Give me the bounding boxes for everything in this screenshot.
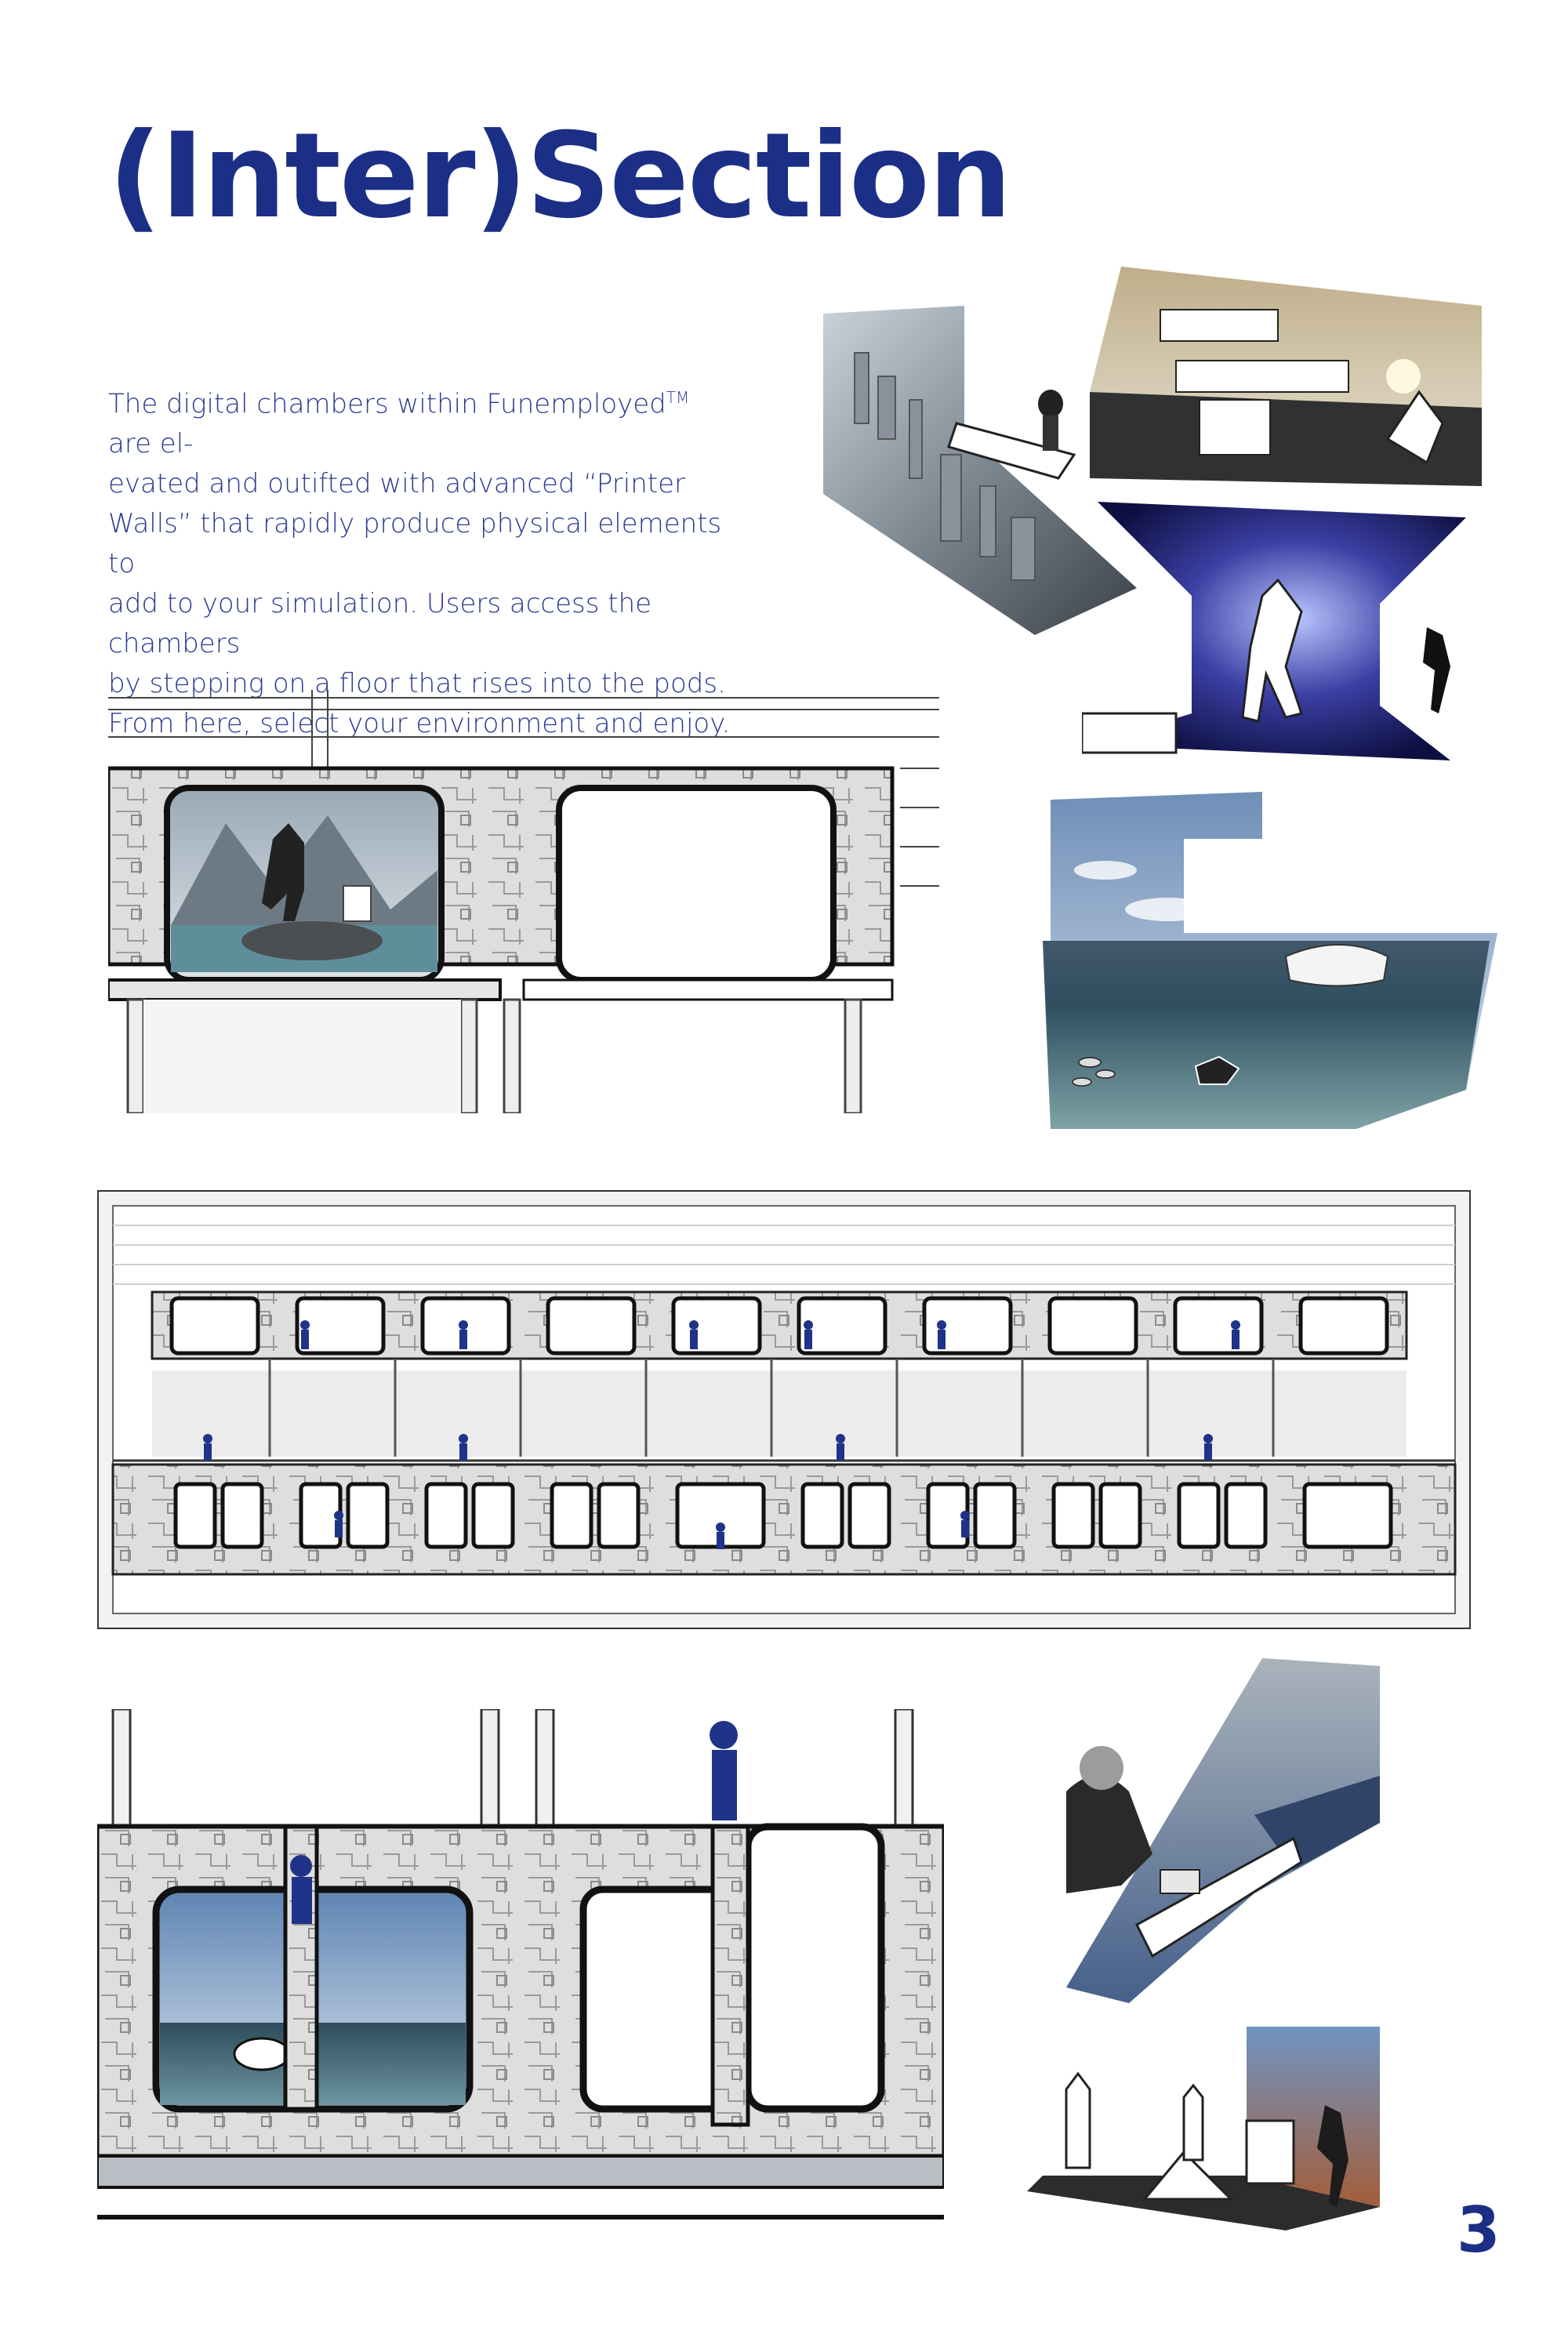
intro-line: Walls” that rapidly produce physical elements to [108, 508, 722, 580]
chamber-section-detail-lower [97, 1709, 944, 2227]
trademark: TM [666, 388, 690, 407]
concert-simulation-collage [1082, 502, 1474, 760]
intro-line: add to your simulation. Users access the chambers [108, 588, 652, 660]
ocean-simulation-collage [1027, 792, 1497, 1137]
page-number: 3 [1457, 2194, 1501, 2267]
page-title: (Inter)Section [108, 108, 1011, 245]
desert-camp-collage [1027, 2011, 1396, 2230]
intro-line: The digital chambers within Funemployed [108, 388, 666, 420]
intro-line: are el- [108, 428, 194, 460]
intro-line: by stepping on a floor that rises into the pods. [108, 668, 726, 700]
chamber-section-detail-upper [108, 690, 955, 1113]
intro-line: From here, select your environment and enjoy. [108, 708, 731, 740]
landscape-play-collage [1035, 1658, 1380, 2003]
long-building-section [97, 1190, 1471, 1629]
beach-simulation-collage [1090, 267, 1482, 494]
intro-line: evated and outifted with advanced “Printer [108, 468, 685, 500]
